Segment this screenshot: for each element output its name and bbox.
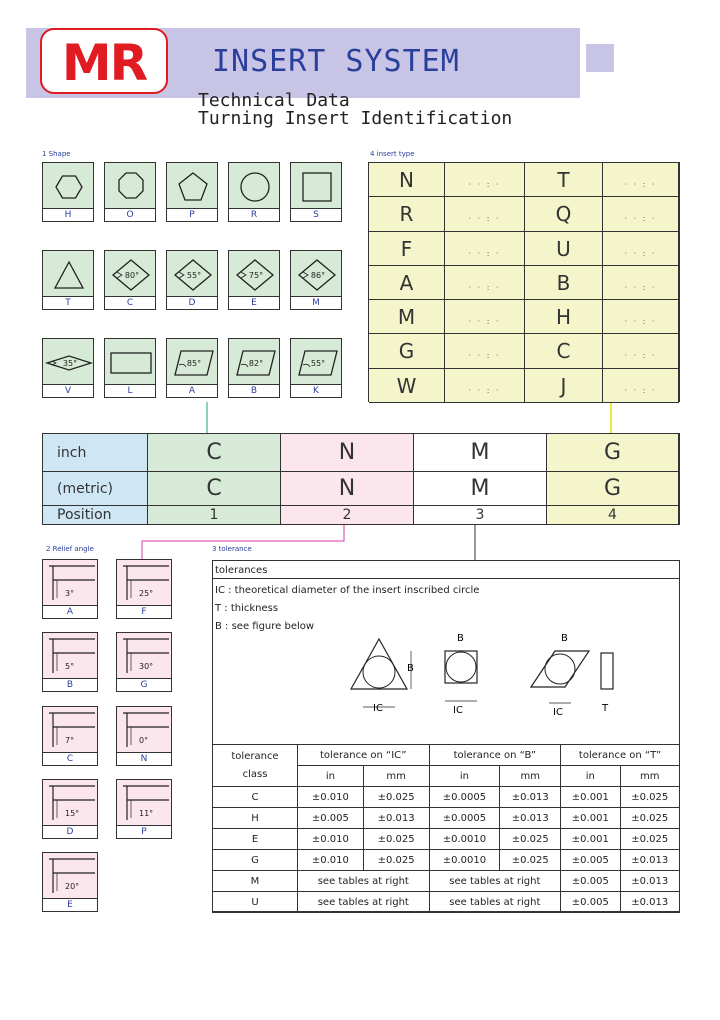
svg-text:20°: 20° <box>65 882 80 891</box>
relief-angle-icon <box>117 560 173 608</box>
insert-type-sketch: · · : · <box>445 300 525 334</box>
insert-type-a: A <box>369 266 445 300</box>
shape-code: D <box>167 296 217 309</box>
designation-cell: 3 <box>414 506 547 524</box>
insert-type-sketch: · · : · <box>603 163 679 197</box>
relief-code: A <box>43 605 97 618</box>
shape-code: L <box>105 384 155 397</box>
insert-type-sketch: · · : · <box>603 300 679 334</box>
insert-type-sketch: · · : · <box>603 334 679 368</box>
designation-cell: N <box>281 434 414 472</box>
relief-angle-icon <box>117 780 173 828</box>
designation-table <box>42 433 680 525</box>
group-header: tolerance on “T” <box>561 745 680 766</box>
svg-text:30°: 30° <box>139 662 154 671</box>
insert-type-sketch: · · : · <box>445 266 525 300</box>
designation-cell: 2 <box>281 506 414 524</box>
class-cell: H <box>213 808 298 829</box>
fig-ic-label-2: IC <box>453 705 463 716</box>
unit-header: in <box>561 766 620 787</box>
class-cell: C <box>213 787 298 808</box>
table-row: M see tables at right see tables at right ±0.005 ±0.013 <box>213 871 680 892</box>
svg-text:15°: 15° <box>65 809 80 818</box>
svg-text:55°: 55° <box>186 271 202 280</box>
tolerance-figures <box>213 561 681 745</box>
designation-cell: G <box>547 472 679 506</box>
tolerance-heading: tolerances <box>215 565 268 576</box>
thickness-figure <box>601 653 613 689</box>
page-title: INSERT SYSTEM <box>212 44 460 79</box>
relief-b <box>42 632 98 692</box>
relief-code: B <box>43 678 97 691</box>
relief-code: N <box>117 752 171 765</box>
relief-code: G <box>117 678 171 691</box>
shape-code: H <box>43 208 93 221</box>
shape-code: B <box>229 384 279 397</box>
svg-text:85°: 85° <box>186 359 202 368</box>
insert-type-sketch: · · : · <box>603 369 679 403</box>
relief-f <box>116 559 172 619</box>
section-insert-type-label: 4 insert type <box>370 150 415 158</box>
relief-n <box>116 706 172 766</box>
svg-text:3°: 3° <box>65 589 75 598</box>
relief-code: D <box>43 825 97 838</box>
shape-code: R <box>229 208 279 221</box>
fig-ic-label-1: IC <box>373 703 383 714</box>
relief-angle-icon <box>117 707 173 755</box>
group-header: tolerance on “IC” <box>298 745 430 766</box>
fig-t-label: T <box>602 703 609 714</box>
svg-text:0°: 0° <box>139 736 149 745</box>
shape-code: C <box>105 296 155 309</box>
insert-type-sketch: · · : · <box>603 266 679 300</box>
designation-cell: C <box>148 472 281 506</box>
class-cell: U <box>213 892 298 913</box>
svg-text:11°: 11° <box>139 809 154 818</box>
insert-type-g: G <box>369 334 445 368</box>
insert-type-w: W <box>369 369 445 403</box>
relief-p <box>116 779 172 839</box>
svg-text:5°: 5° <box>65 662 75 671</box>
section-shape-label: 1 Shape <box>42 150 71 158</box>
connector-relief <box>142 525 344 560</box>
relief-angle-icon <box>43 780 99 828</box>
insert-type-n: N <box>369 163 445 197</box>
triangle-inscribed-circle <box>363 656 395 688</box>
unit-header: mm <box>500 766 561 787</box>
designation-cell: M <box>414 434 547 472</box>
svg-text:55°: 55° <box>310 359 326 368</box>
svg-text:75°: 75° <box>248 271 264 280</box>
relief-a <box>42 559 98 619</box>
group-header: tolerance on “B” <box>429 745 561 766</box>
insert-type-m: M <box>369 300 445 334</box>
designation-cell: N <box>281 472 414 506</box>
insert-type-h: H <box>525 300 603 334</box>
fig-b-label-1: B <box>407 663 414 674</box>
tolerance-b-def: B : see figure below <box>215 621 315 632</box>
tolerance-ic-def: IC : theoretical diameter of the insert inscribed circle <box>215 585 480 596</box>
table-row: U see tables at right see tables at right ±0.005 ±0.013 <box>213 892 680 913</box>
insert-type-r: R <box>369 197 445 231</box>
row-label: inch <box>43 434 148 472</box>
shape-code: P <box>167 208 217 221</box>
shape-code: E <box>229 296 279 309</box>
shape-code: V <box>43 384 93 397</box>
relief-c <box>42 706 98 766</box>
svg-text:80°: 80° <box>124 271 140 280</box>
subtitle-identification: Turning Insert Identification <box>198 108 513 129</box>
shape-code: S <box>291 208 341 221</box>
unit-header: in <box>298 766 364 787</box>
square-figure <box>445 651 477 683</box>
relief-code: E <box>43 898 97 911</box>
insert-type-t: T <box>525 163 603 197</box>
table-row: C ±0.010 ±0.025 ±0.0005 ±0.013 ±0.001 ±0.025 <box>213 787 680 808</box>
unit-header: in <box>429 766 500 787</box>
insert-type-f: F <box>369 232 445 266</box>
relief-angle-icon <box>43 853 99 901</box>
svg-text:7°: 7° <box>65 736 75 745</box>
relief-code: F <box>117 605 171 618</box>
fig-b-label-2: B <box>457 633 464 644</box>
shape-code: M <box>291 296 341 309</box>
designation-cell: G <box>547 434 679 472</box>
svg-text:82°: 82° <box>248 359 264 368</box>
table-row: H ±0.005 ±0.013 ±0.0005 ±0.013 ±0.001 ±0.025 <box>213 808 680 829</box>
relief-angle-icon <box>43 707 99 755</box>
unit-header: mm <box>620 766 679 787</box>
insert-type-j: J <box>525 369 603 403</box>
section-tolerance-label: 3 tolerance <box>212 545 252 553</box>
insert-type-b: B <box>525 266 603 300</box>
insert-type-c: C <box>525 334 603 368</box>
insert-type-q: Q <box>525 197 603 231</box>
section-relief-label: 2 Relief angle <box>46 545 94 553</box>
designation-cell: C <box>148 434 281 472</box>
row-label: (metric) <box>43 472 148 506</box>
table-row: G ±0.010 ±0.025 ±0.0010 ±0.025 ±0.005 ±0.013 <box>213 850 680 871</box>
table-row: E ±0.010 ±0.025 ±0.0010 ±0.025 ±0.001 ±0.025 <box>213 829 680 850</box>
subtitle-technical-data: Technical Data <box>198 90 350 111</box>
unit-header: mm <box>363 766 429 787</box>
insert-type-panel <box>368 162 680 402</box>
svg-text:25°: 25° <box>139 589 154 598</box>
tolerance-table <box>212 744 680 913</box>
fig-ic-label-3: IC <box>553 707 563 718</box>
class-cell: E <box>213 829 298 850</box>
fig-b-label-3: B <box>561 633 568 644</box>
shape-code: T <box>43 296 93 309</box>
shape-code: K <box>291 384 341 397</box>
class-cell: G <box>213 850 298 871</box>
shape-code: A <box>167 384 217 397</box>
shape-code: O <box>105 208 155 221</box>
class-cell: M <box>213 871 298 892</box>
designation-cell: 4 <box>547 506 679 524</box>
logo-text: MR <box>61 34 147 92</box>
insert-type-sketch: · · : · <box>445 197 525 231</box>
insert-type-u: U <box>525 232 603 266</box>
triangle-figure <box>351 639 407 689</box>
designation-cell: 1 <box>148 506 281 524</box>
insert-type-sketch: · · : · <box>445 232 525 266</box>
insert-type-sketch: · · : · <box>603 197 679 231</box>
relief-angle-icon <box>43 560 99 608</box>
relief-code: C <box>43 752 97 765</box>
relief-d <box>42 779 98 839</box>
insert-type-sketch: · · : · <box>445 334 525 368</box>
insert-type-sketch: · · : · <box>603 232 679 266</box>
relief-angle-icon <box>43 633 99 681</box>
relief-code: P <box>117 825 171 838</box>
row-label: Position <box>43 506 148 524</box>
relief-e <box>42 852 98 912</box>
relief-angle-icon <box>117 633 173 681</box>
tolerance-t-def: T : thickness <box>215 603 279 614</box>
relief-g <box>116 632 172 692</box>
rhombus-figure <box>531 651 589 687</box>
designation-cell: M <box>414 472 547 506</box>
svg-text:35°: 35° <box>62 359 78 368</box>
class-header: tolerance class <box>213 745 298 787</box>
insert-type-sketch: · · : · <box>445 163 525 197</box>
insert-type-sketch: · · : · <box>445 369 525 403</box>
svg-text:86°: 86° <box>310 271 326 280</box>
